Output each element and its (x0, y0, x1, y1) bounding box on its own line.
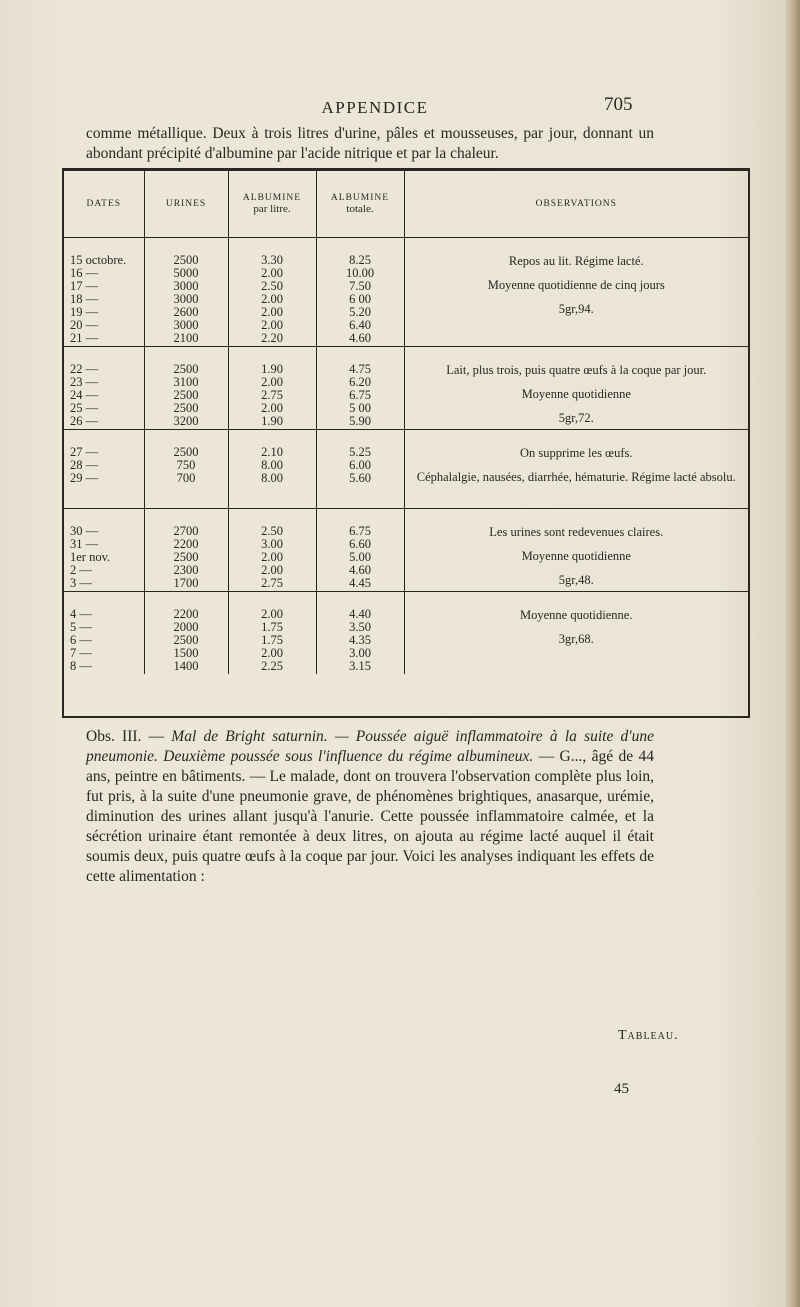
header-albumine-litre: ALBUMINE par litre. (228, 171, 316, 238)
intro-paragraph: comme métallique. Deux à trois litres d'urine, pâles et mousseuses, par jour, donnant un abondant précipité d'albumine par l'acide nitrique et par la chaleur. (86, 125, 654, 162)
albumine-litre-cell-value: 1.90 (261, 362, 283, 376)
albumine-totale-cell (316, 430, 404, 509)
observations-cell-value: Lait, plus trois, puis quatre œufs à la coque par jour. (446, 363, 707, 377)
albumine-litre-cell-value: 2.00 (261, 292, 283, 306)
albumine-totale-cell-value: 4.60 (349, 563, 371, 577)
albumine-litre-cell-value: 2.00 (261, 266, 283, 280)
albumine-totale-cell-value: 6 00 (349, 292, 371, 306)
albumine-litre-cell-value: 2.00 (261, 563, 283, 577)
date-cell-value: 24 — (70, 388, 99, 402)
urines-cell-value: 1700 (173, 576, 199, 590)
signature-number: 45 (614, 1081, 629, 1097)
obs-title: Mal de Bright saturnin. — Poussée aiguë inflammatoire à la suite d'une pneumonie. Deuxième poussée sous l'influence du régime albumineux. (86, 728, 654, 765)
date-cell (64, 238, 144, 347)
albumine-litre-cell-value: 1.75 (261, 620, 283, 634)
date-cell (64, 509, 144, 592)
observations-cell-value: Céphalalgie, nausées, diarrhée, hématurie. Régime lacté absolu. (416, 470, 736, 484)
albumine-totale-cell-value: 5 00 (349, 401, 371, 415)
albumine-totale-cell-value: 6.20 (349, 375, 371, 389)
date-cell-value: 21 — (70, 331, 99, 345)
date-cell (64, 430, 144, 509)
albumine-litre-cell-value: 8.00 (261, 471, 283, 485)
obs-text: — G..., âgé de 44 ans, peintre en bâtiments. — Le malade, dont on trouvera l'observation complète plus loin, fut pris, à la suite d'une pneumonie grave, de phénomènes brightiques, anasarque, urémie, diminution des urines allant jusqu'à l'anurie. Cette poussée inflammatoire calmée, et la sécrétion urinaire étant remontée à deux litres, on ajouta au régime lacté auquel il était soumis deux, puis quatre œufs à la coque par jour. Voici les analyses indiquant les effets de cette alimentation : (86, 748, 654, 885)
albumine-litre-cell-value: 2.00 (261, 318, 283, 332)
observations-cell (404, 430, 748, 509)
urines-cell-value: 2500 (173, 401, 199, 415)
urines-cell-value: 2500 (173, 445, 199, 459)
urines-cell-value: 3200 (173, 414, 199, 428)
albumine-litre-cell-value: 2.25 (261, 659, 283, 673)
observations-cell-value: 5gr,72. (558, 411, 594, 425)
running-title: APPENDICE (321, 98, 429, 117)
table-row (64, 430, 748, 509)
urines-cell-value: 1500 (173, 646, 199, 660)
page-number: 705 (604, 94, 633, 115)
urines-cell (144, 430, 228, 509)
observations-cell-value: 5gr,48. (558, 573, 594, 587)
observations-cell-value: On supprime les œufs. (520, 446, 633, 460)
table-row (64, 347, 748, 430)
albumine-litre-cell-value: 3.30 (261, 253, 283, 267)
table-header-row (64, 171, 748, 238)
urines-cell-value: 2200 (173, 607, 199, 621)
albumine-totale-cell-value: 6.60 (349, 537, 371, 551)
observations-cell-value: Les urines sont redevenues claires. (489, 525, 664, 539)
urines-cell-value: 2000 (173, 620, 199, 634)
obs-label: Obs. III. — (86, 728, 172, 745)
date-cell-value: 29 — (70, 471, 99, 485)
date-cell-value: 1er nov. (70, 550, 111, 564)
urines-cell-value: 2500 (173, 362, 199, 376)
albumine-totale-cell-value: 5.00 (349, 550, 371, 564)
albumine-totale-cell (316, 238, 404, 347)
albumine-totale-cell-value: 4.75 (349, 362, 371, 376)
albumine-litre-cell-value: 2.50 (261, 279, 283, 293)
albumine-litre-cell-value: 2.10 (261, 445, 283, 459)
urines-cell (144, 238, 228, 347)
table-row (64, 238, 748, 347)
date-cell-value: 16 — (70, 266, 99, 280)
urines-cell-value: 750 (176, 458, 196, 472)
date-cell-value: 18 — (70, 292, 99, 306)
albumine-litre-cell-value: 8.00 (261, 458, 283, 472)
observations-cell-value: Moyenne quotidienne (521, 549, 631, 563)
urines-cell-value: 2200 (173, 537, 199, 551)
albumine-litre-cell-value: 1.90 (261, 414, 283, 428)
urines-cell-value: 5000 (173, 266, 199, 280)
observation-paragraph (86, 727, 654, 887)
date-cell-value: 26 — (70, 414, 99, 428)
urines-cell (144, 347, 228, 430)
albumine-litre-cell-value: 2.75 (261, 576, 283, 590)
albumine-totale-cell-value: 6.00 (349, 458, 371, 472)
data-table (62, 168, 750, 718)
urines-cell-value: 2500 (173, 388, 199, 402)
date-cell-value: 31 — (70, 537, 99, 551)
albumine-litre-cell-value: 2.00 (261, 646, 283, 660)
albumine-litre-cell-value: 2.00 (261, 550, 283, 564)
urines-cell (144, 509, 228, 592)
date-cell-value: 22 — (70, 362, 99, 376)
urines-cell-value: 2700 (173, 524, 199, 538)
albumine-litre-cell-value: 3.00 (261, 537, 283, 551)
date-cell-value: 6 — (70, 633, 92, 647)
albumine-totale-cell-value: 8.25 (349, 253, 371, 267)
albumine-totale-cell-value: 4.40 (349, 607, 371, 621)
albumine-totale-cell (316, 347, 404, 430)
urines-cell-value: 700 (176, 471, 196, 485)
urines-cell-value: 3000 (173, 318, 199, 332)
observations-cell (404, 509, 748, 592)
albumine-litre-cell (228, 430, 316, 509)
albumine-litre-cell-value: 1.75 (261, 633, 283, 647)
albumine-litre-cell-value: 2.75 (261, 388, 283, 402)
observations-cell-value: 5gr,94. (558, 302, 594, 316)
observations-cell-value: 3gr,68. (558, 632, 594, 646)
albumine-totale-cell-value: 3.15 (349, 659, 371, 673)
albumine-litre-cell (228, 347, 316, 430)
urines-cell-value: 2500 (173, 253, 199, 267)
date-cell-value: 30 — (70, 524, 99, 538)
date-cell-value: 2 — (70, 563, 92, 577)
albumine-litre-cell (228, 509, 316, 592)
page-edge (786, 0, 800, 1307)
albumine-litre-cell-value: 2.50 (261, 524, 283, 538)
urines-cell (144, 592, 228, 675)
albumine-litre-cell-value: 2.00 (261, 305, 283, 319)
table-row (64, 592, 748, 675)
urines-cell-value: 2500 (173, 633, 199, 647)
albumine-totale-cell-value: 5.60 (349, 471, 371, 485)
observations-cell (404, 238, 748, 347)
urines-cell-value: 3000 (173, 292, 199, 306)
header-urines: URINES (144, 171, 228, 238)
albumine-totale-cell (316, 509, 404, 592)
albumine-totale-cell-value: 6.75 (349, 388, 371, 402)
date-cell-value: 25 — (70, 401, 99, 415)
date-cell-value: 7 — (70, 646, 92, 660)
page-header (0, 94, 800, 118)
observations-cell (404, 347, 748, 430)
albumine-totale-cell-value: 6.40 (349, 318, 371, 332)
observations-cell-value: Moyenne quotidienne. (520, 608, 633, 622)
header-dates: DATES (64, 171, 144, 238)
urines-cell-value: 2100 (173, 331, 199, 345)
date-cell-value: 3 — (70, 576, 92, 590)
albumine-totale-cell-value: 5.25 (349, 445, 371, 459)
observations-cell (404, 592, 748, 675)
date-cell (64, 592, 144, 675)
table-row (64, 509, 748, 592)
albumine-litre-cell (228, 238, 316, 347)
date-cell-value: 15 octobre. (70, 253, 127, 267)
urines-cell-value: 1400 (173, 659, 199, 673)
albumine-litre-cell (228, 592, 316, 675)
date-cell-value: 4 — (70, 607, 92, 621)
albumine-totale-cell-value: 7.50 (349, 279, 371, 293)
date-cell-value: 28 — (70, 458, 99, 472)
urines-cell-value: 3100 (173, 375, 199, 389)
albumine-totale-cell-value: 3.00 (349, 646, 371, 660)
date-cell-value: 20 — (70, 318, 99, 332)
urines-cell-value: 2600 (173, 305, 199, 319)
albumine-totale-cell-value: 5.20 (349, 305, 371, 319)
header-observations: OBSERVATIONS (404, 171, 748, 238)
albumine-litre-cell-value: 2.00 (261, 375, 283, 389)
date-cell-value: 23 — (70, 375, 99, 389)
date-cell-value: 8 — (70, 659, 92, 673)
albumine-litre-cell-value: 2.00 (261, 401, 283, 415)
urines-cell-value: 2300 (173, 563, 199, 577)
albumine-litre-cell-value: 2.20 (261, 331, 283, 345)
urines-cell-value: 3000 (173, 279, 199, 293)
date-cell-value: 27 — (70, 445, 99, 459)
date-cell-value: 5 — (70, 620, 92, 634)
urines-cell-value: 2500 (173, 550, 199, 564)
observations-cell-value: Moyenne quotidienne de cinq jours (487, 278, 665, 292)
albumine-litre-cell-value: 2.00 (261, 607, 283, 621)
albumine-totale-cell-value: 6.75 (349, 524, 371, 538)
header-albumine-totale: ALBUMINE totale. (316, 171, 404, 238)
albumine-totale-cell-value: 4.35 (349, 633, 371, 647)
albumine-totale-cell-value: 10.00 (345, 266, 375, 280)
albumine-totale-cell-value: 4.60 (349, 331, 371, 345)
date-cell (64, 347, 144, 430)
observations-cell-value: Moyenne quotidienne (521, 387, 631, 401)
date-cell-value: 19 — (70, 305, 99, 319)
tableau-caption: Tableau. (618, 1028, 679, 1043)
albumine-totale-cell-value: 5.90 (349, 414, 371, 428)
date-cell-value: 17 — (70, 279, 99, 293)
observations-cell-value: Repos au lit. Régime lacté. (508, 254, 644, 268)
albumine-totale-cell-value: 3.50 (349, 620, 371, 634)
albumine-totale-cell-value: 4.45 (349, 576, 371, 590)
albumine-totale-cell (316, 592, 404, 675)
